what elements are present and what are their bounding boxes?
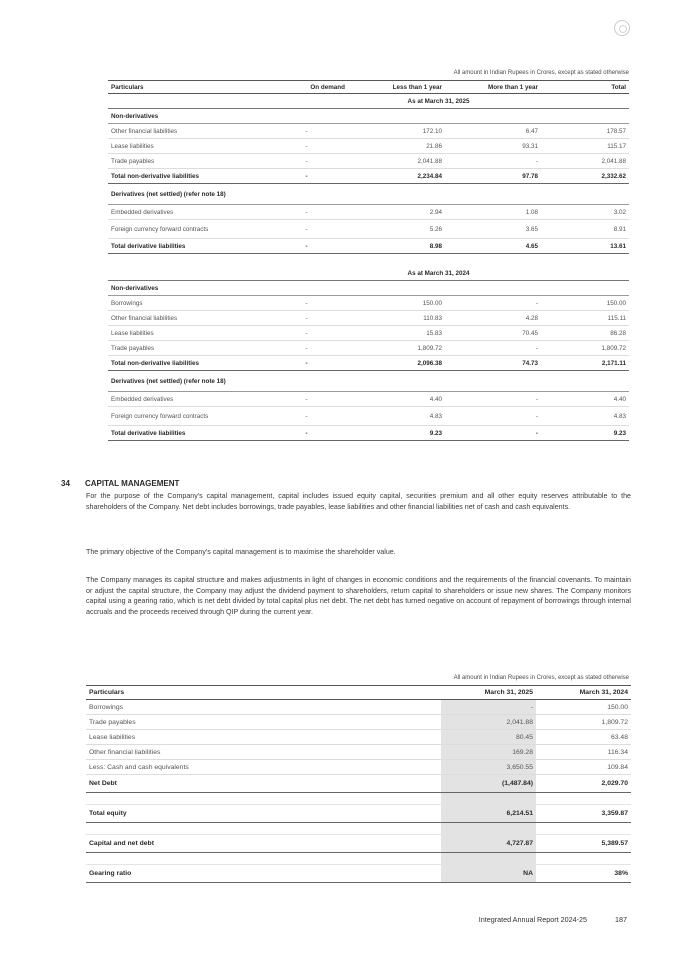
cell-march-2024: 3,359.87 (536, 805, 631, 823)
spacer-row (86, 853, 631, 865)
cell-on-demand: - (248, 205, 348, 220)
row-label: Other financial liabilities (108, 311, 248, 326)
cell-total: 13.61 (541, 239, 629, 254)
row-label: Embedded derivatives (108, 392, 248, 407)
table-row (86, 760, 631, 775)
cell-less-than-1-year: 110.83 (348, 311, 445, 326)
row-label: Borrowings (108, 296, 248, 311)
table-row (108, 124, 629, 139)
col-header-less-than-1-year: Less than 1 year (348, 81, 445, 94)
total-derivative-row (108, 426, 629, 441)
cell-march-2025: 6,214.51 (441, 805, 536, 823)
cell-less-than-1-year: 8.98 (348, 239, 445, 254)
cell-total: 4.40 (541, 392, 629, 407)
cell-total: 2,171.11 (541, 356, 629, 371)
row-label: Capital and net debt (86, 835, 441, 853)
cell-more-than-1-year: 70.45 (445, 326, 541, 341)
cell-march-2025: 169.28 (441, 745, 536, 760)
cell-march-2024: 2,029.70 (536, 775, 631, 793)
cell-on-demand: - (248, 124, 348, 139)
total-equity-row (86, 805, 631, 823)
col-header-total: Total (541, 81, 629, 94)
section-number: 34 (61, 479, 70, 488)
table-row (108, 139, 629, 154)
table-row (108, 311, 629, 326)
cell-less-than-1-year: 1,809.72 (348, 341, 445, 356)
row-label: Lease liabilities (108, 139, 248, 154)
cell-more-than-1-year: 97.78 (445, 169, 541, 184)
paragraph-capital-structure: The Company manages its capital structure and makes adjustments in light of changes in economic conditions and the requirements of the financial covenants. To maintain or adjust the capital structure, the Company may adjust the dividend payment to shareholders, return capital to shareholders or issue new shares. The Company monitors capital using a gearing ratio, which is net debt divided by total capital plus net debt. The net debt has turned negative on account of repayment of borrowings through internal accruals and the proceeds received through QIP during the current year. (86, 576, 631, 616)
cell-more-than-1-year: - (445, 407, 541, 426)
cell-more-than-1-year: 74.73 (445, 356, 541, 371)
cell-total: 86.28 (541, 326, 629, 341)
cell-march-2024: 109.84 (536, 760, 631, 775)
cell-on-demand: - (248, 326, 348, 341)
as-at-date: As at March 31, 2025 (248, 94, 629, 109)
section-heading (61, 479, 179, 488)
cell-total: 4.83 (541, 407, 629, 426)
paragraph-primary-objective: The primary objective of the Company's capital management is to maximise the shareholder value. (86, 548, 396, 556)
row-label: Lease liabilities (86, 730, 441, 745)
cell-more-than-1-year: - (445, 154, 541, 169)
row-label: Total equity (86, 805, 441, 823)
cell-march-2025: (1,487.84) (441, 775, 536, 793)
as-at-row (108, 266, 629, 281)
cell-less-than-1-year: 21.86 (348, 139, 445, 154)
cell-march-2025: NA (441, 865, 536, 883)
cell-total: 3.02 (541, 205, 629, 220)
section-title: CAPITAL MANAGEMENT (85, 479, 180, 488)
net-debt-row (86, 775, 631, 793)
table-row (86, 700, 631, 715)
row-label: Less: Cash and cash equivalents (86, 760, 441, 775)
row-label: Trade payables (86, 715, 441, 730)
cell-on-demand: - (248, 239, 348, 254)
total-non-derivative-row (108, 356, 629, 371)
cell-less-than-1-year: 9.23 (348, 426, 445, 441)
amount-note-top: All amount in Indian Rupees in Crores, except as stated otherwise (453, 70, 629, 76)
row-label: Total derivative liabilities (108, 426, 248, 441)
table-row (108, 296, 629, 311)
corner-logo-icon (614, 20, 630, 36)
table-row (108, 154, 629, 169)
col-header-march-2025: March 31, 2025 (441, 686, 536, 700)
total-derivative-row (108, 239, 629, 254)
cell-total: 115.17 (541, 139, 629, 154)
cell-on-demand: - (248, 341, 348, 356)
cell-march-2025: - (441, 700, 536, 715)
cell-less-than-1-year: 4.40 (348, 392, 445, 407)
subheading-row (108, 371, 629, 392)
col-header-on-demand: On demand (248, 81, 348, 94)
cell-more-than-1-year: 93.31 (445, 139, 541, 154)
derivatives-heading: Derivatives (net settled) (refer note 18) (108, 371, 248, 392)
cell-more-than-1-year: 1.08 (445, 205, 541, 220)
spacer-row (86, 823, 631, 835)
cell-less-than-1-year: 150.00 (348, 296, 445, 311)
cell-total: 150.00 (541, 296, 629, 311)
cell-march-2025: 2,041.88 (441, 715, 536, 730)
footer-page-number: 187 (615, 915, 627, 924)
subheading-row (108, 281, 629, 296)
row-label: Lease liabilities (108, 326, 248, 341)
cell-less-than-1-year: 172.10 (348, 124, 445, 139)
row-label: Borrowings (86, 700, 441, 715)
row-label: Trade payables (108, 341, 248, 356)
cell-march-2025: 80.45 (441, 730, 536, 745)
row-label: Other financial liabilities (108, 124, 248, 139)
cell-on-demand: - (248, 220, 348, 239)
cell-less-than-1-year: 2,234.84 (348, 169, 445, 184)
table-row (86, 745, 631, 760)
paragraph-capital-definition: For the purpose of the Company's capital management, capital includes issued equity capital, securities premium and all other equity reserves attributable to the shareholders of the Company. Net debt includes borrowings, trade payables, lease liabilities and other financial liabilities net of cash and cash equivalents. (86, 492, 631, 511)
table-row (108, 220, 629, 239)
cell-on-demand: - (248, 426, 348, 441)
cell-march-2025: 3,650.55 (441, 760, 536, 775)
cell-more-than-1-year: 4.28 (445, 311, 541, 326)
cell-less-than-1-year: 2,041.88 (348, 154, 445, 169)
cell-less-than-1-year: 15.83 (348, 326, 445, 341)
cell-less-than-1-year: 5.26 (348, 220, 445, 239)
cell-on-demand: - (248, 356, 348, 371)
cell-total: 178.57 (541, 124, 629, 139)
capital-and-net-debt-row (86, 835, 631, 853)
row-label: Gearing ratio (86, 865, 441, 883)
cell-total: 1,809.72 (541, 341, 629, 356)
cell-more-than-1-year: - (445, 392, 541, 407)
cell-more-than-1-year: - (445, 296, 541, 311)
table-header-row (86, 686, 631, 700)
row-label: Other financial liabilities (86, 745, 441, 760)
cell-march-2024: 63.48 (536, 730, 631, 745)
cell-march-2024: 38% (536, 865, 631, 883)
cell-on-demand: - (248, 154, 348, 169)
cell-total: 2,041.88 (541, 154, 629, 169)
total-non-derivative-row (108, 169, 629, 184)
cell-on-demand: - (248, 311, 348, 326)
cell-more-than-1-year: 4.65 (445, 239, 541, 254)
col-header-particulars: Particulars (86, 686, 441, 700)
row-label: Total non-derivative liabilities (108, 356, 248, 371)
cell-march-2024: 116.34 (536, 745, 631, 760)
table-row (108, 341, 629, 356)
table-row (108, 326, 629, 341)
derivatives-heading: Derivatives (net settled) (refer note 18) (108, 184, 248, 205)
liquidity-table (108, 80, 629, 441)
spacer-row (108, 254, 629, 267)
table-row (86, 715, 631, 730)
cell-more-than-1-year: - (445, 426, 541, 441)
table-row (108, 392, 629, 407)
cell-less-than-1-year: 4.83 (348, 407, 445, 426)
as-at-row (108, 94, 629, 109)
cell-march-2024: 150.00 (536, 700, 631, 715)
non-derivatives-heading: Non-derivatives (108, 109, 629, 124)
gearing-table (86, 685, 631, 883)
row-label: Total non-derivative liabilities (108, 169, 248, 184)
cell-total: 9.23 (541, 426, 629, 441)
page-footer (300, 915, 627, 924)
cell-less-than-1-year: 2,096.38 (348, 356, 445, 371)
amount-note-bottom: All amount in Indian Rupees in Crores, except as stated otherwise (453, 675, 629, 681)
col-header-more-than-1-year: More than 1 year (445, 81, 541, 94)
cell-more-than-1-year: - (445, 341, 541, 356)
row-label: Total derivative liabilities (108, 239, 248, 254)
cell-march-2024: 5,389.57 (536, 835, 631, 853)
subheading-row (108, 109, 629, 124)
cell-on-demand: - (248, 296, 348, 311)
col-header-particulars: Particulars (108, 81, 248, 94)
cell-on-demand: - (248, 169, 348, 184)
table-header-row (108, 81, 629, 94)
cell-more-than-1-year: 3.65 (445, 220, 541, 239)
footer-report-title: Integrated Annual Report 2024-25 (478, 915, 587, 924)
non-derivatives-heading: Non-derivatives (108, 281, 629, 296)
cell-on-demand: - (248, 139, 348, 154)
row-label: Foreign currency forward contracts (108, 407, 248, 426)
table-row (86, 730, 631, 745)
cell-total: 2,332.62 (541, 169, 629, 184)
col-header-march-2024: March 31, 2024 (536, 686, 631, 700)
cell-more-than-1-year: 6.47 (445, 124, 541, 139)
gearing-ratio-row (86, 865, 631, 883)
cell-less-than-1-year: 2.94 (348, 205, 445, 220)
cell-march-2025: 4,727.87 (441, 835, 536, 853)
table-row (108, 407, 629, 426)
cell-on-demand: - (248, 392, 348, 407)
cell-total: 115.11 (541, 311, 629, 326)
cell-march-2024: 1,809.72 (536, 715, 631, 730)
spacer-row (86, 793, 631, 805)
table-row (108, 205, 629, 220)
row-label: Embedded derivatives (108, 205, 248, 220)
row-label: Trade payables (108, 154, 248, 169)
row-label: Net Debt (86, 775, 441, 793)
cell-on-demand: - (248, 407, 348, 426)
cell-total: 8.91 (541, 220, 629, 239)
as-at-date: As at March 31, 2024 (248, 266, 629, 281)
row-label: Foreign currency forward contracts (108, 220, 248, 239)
subheading-row (108, 184, 629, 205)
